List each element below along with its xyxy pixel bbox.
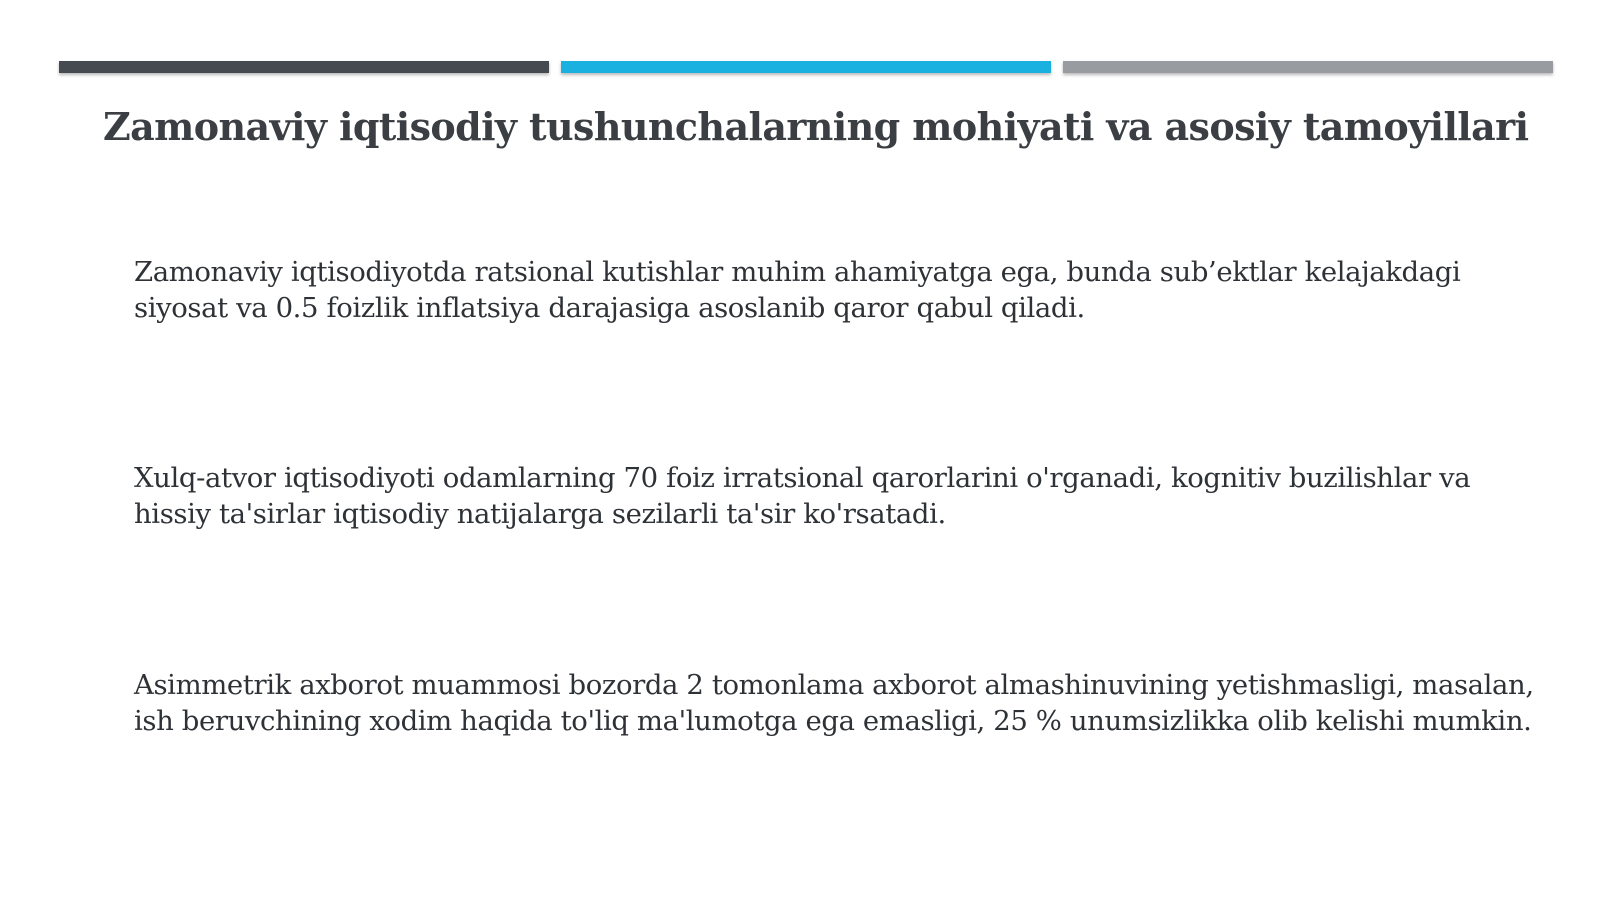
paragraph-asymmetric-information: Asimmetrik axborot muammosi bozorda 2 tomonlama axborot almashinuvining yetishmasligi, masalan, ish beruvchining xodim haqida to'liq ma'lumotga ega emasligi, 25 % unumsizlikka olib kelishi mumkin.: [134, 669, 1534, 737]
slide-title: Zamonaviy iqtisodiy tushunchalarning mohiyati va asosiy tamoyillari: [103, 104, 1529, 149]
paragraph-rational-expectations: Zamonaviy iqtisodiyotda ratsional kutishlar muhim ahamiyatga ega, bunda sub’ektlar kelajakdagi siyosat va 0.5 foizlik inflatsiya darajasiga asoslanib qaror qabul qiladi.: [134, 256, 1461, 324]
header-bar-accent: [561, 61, 1051, 73]
paragraph-behavioral-economics: Xulq-atvor iqtisodiyoti odamlarning 70 foiz irratsional qarorlarini o'rganadi, kognitiv buzilishlar va hissiy ta'sirlar iqtisodiy natijalarga sezilarli ta'sir ko'rsatadi.: [134, 462, 1471, 530]
header-bar-dark: [59, 61, 549, 73]
header-bar-gray: [1063, 61, 1553, 73]
